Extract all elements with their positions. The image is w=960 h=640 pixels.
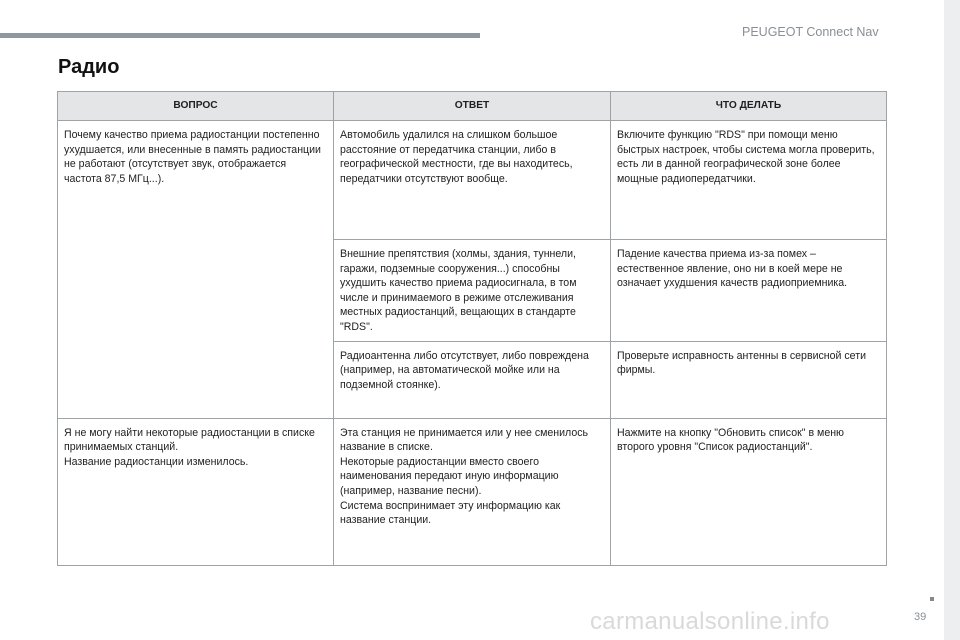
table-header-row <box>58 92 887 121</box>
solution-text: Падение качества приема из-за помех – естественное явление, оно ни в коей мере не означает ухудшения качеств радиоприемника. <box>617 248 848 290</box>
watermark-text: carmanualsonline.info <box>590 608 830 635</box>
question-text: Я не могу найти некоторые радиостанции в списке принимаемых станций. Название радиостанции изменилось. <box>64 426 315 468</box>
answer-text: Эта станция не принимается или у нее сменилось название в списке. Некоторые радиостанции вместо своего наименования передают иную информацию (например, название песни). Система воспринимает эту информацию как название станции. <box>340 426 589 527</box>
solution-cell <box>611 341 887 418</box>
table-row <box>58 418 887 565</box>
answer-cell <box>334 341 611 418</box>
page-marker-dot <box>930 597 934 601</box>
solution-text: Включите функцию "RDS" при помощи меню быстрых настроек, чтобы система могла проверить, есть ли в данной географической зоне более мощные радиопередатчики. <box>617 129 875 185</box>
question-cell <box>58 121 334 419</box>
faq-table <box>57 91 887 566</box>
page-title: Радио <box>58 56 120 78</box>
page-side-strip <box>944 0 960 640</box>
solution-cell <box>611 121 887 240</box>
answer-text: Радиоантенна либо отсутствует, либо повреждена (например, на автоматической мойке или на подземной стоянке). <box>340 349 589 391</box>
answer-cell <box>334 121 611 240</box>
column-header-answer: ОТВЕТ <box>334 92 611 121</box>
header-rule <box>0 33 480 38</box>
header-title: PEUGEOT Connect Nav <box>742 25 879 39</box>
question-text: Почему качество приема радиостанции постепенно ухудшается, или внесенные в память радиостанции не работают (отсутствует звук, отображается частота 87,5 МГц...). <box>64 129 321 185</box>
solution-text: Нажмите на кнопку "Обновить список" в меню второго уровня "Список радиостанций". <box>617 426 845 454</box>
solution-cell <box>611 240 887 342</box>
answer-cell <box>334 240 611 342</box>
solution-text: Проверьте исправность антенны в сервисной сети фирмы. <box>617 349 866 377</box>
column-header-solution: ЧТО ДЕЛАТЬ <box>611 92 887 121</box>
question-cell <box>58 418 334 565</box>
solution-cell <box>611 418 887 565</box>
answer-text: Внешние препятствия (холмы, здания, туннели, гаражи, подземные сооружения...) способны ухудшить качество приема радиосигнала, в том числе и принимаемого в режиме отслеживания местных радиостанций, вещающих в стандарте "RDS". <box>340 248 577 334</box>
answer-text: Автомобиль удалился на слишком большое расстояние от передатчика станции, либо в географической местности, где вы находитесь, передатчики отсутствуют вообще. <box>340 129 573 185</box>
page-number: 39 <box>914 611 927 623</box>
table-row <box>58 121 887 240</box>
answer-cell <box>334 418 611 565</box>
column-header-question: ВОПРОС <box>58 92 334 121</box>
